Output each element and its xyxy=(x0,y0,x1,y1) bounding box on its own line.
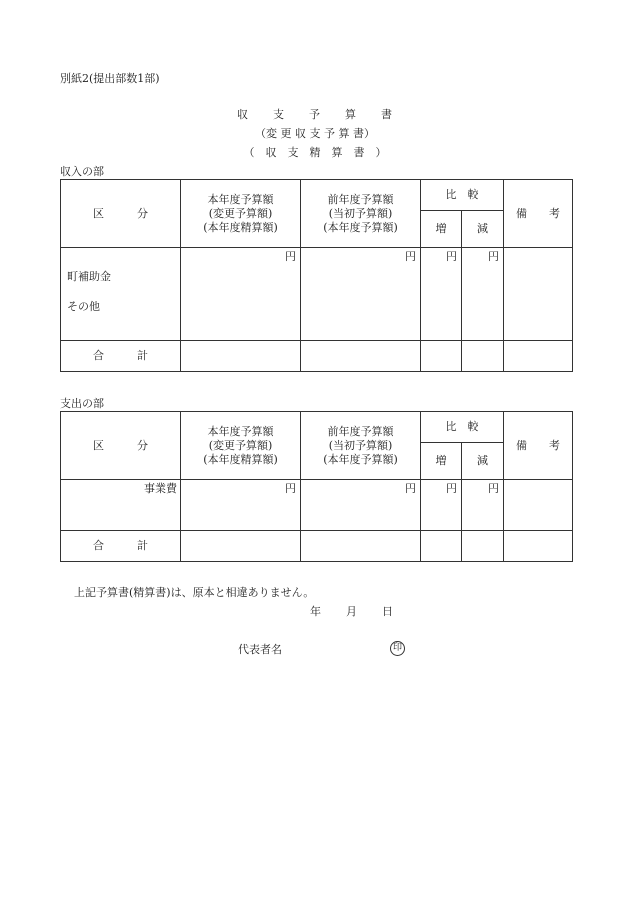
income-body-row xyxy=(61,248,573,341)
expense-previous-yen: 円 xyxy=(301,480,421,531)
income-previous-yen: 円 xyxy=(301,248,421,341)
income-total-row xyxy=(61,341,573,372)
income-header-current-year xyxy=(181,180,301,248)
expense-table xyxy=(60,411,573,562)
expense-current-yen: 円 xyxy=(181,480,301,531)
expense-header-category: 区 分 xyxy=(61,412,181,480)
expense-increase-yen: 円 xyxy=(421,480,462,531)
expense-header-comparison: 比 較 xyxy=(421,412,504,443)
expense-total-increase xyxy=(421,531,462,562)
income-total-increase xyxy=(421,341,462,372)
income-header-row xyxy=(61,180,573,211)
income-header-previous-line2: (当初予算額) xyxy=(328,206,393,220)
income-header-previous-line3: (本年度予算額) xyxy=(323,220,398,234)
expense-header-previous-line3: (本年度予算額) xyxy=(323,452,398,466)
date-day-label: 日 xyxy=(382,605,393,618)
date-year-label: 年 xyxy=(310,605,321,618)
income-section-label: 収入の部 xyxy=(60,165,104,178)
expense-total-current xyxy=(181,531,301,562)
income-total-label: 合 計 xyxy=(61,341,181,372)
expense-header-previous-line2: (当初予算額) xyxy=(328,438,393,452)
expense-total-label: 合 計 xyxy=(61,531,181,562)
income-current-yen: 円 xyxy=(181,248,301,341)
expense-header-current-line2: (変更予算額) xyxy=(208,438,273,452)
income-decrease-yen: 円 xyxy=(462,248,504,341)
income-total-current xyxy=(181,341,301,372)
certification-statement: 上記予算書(精算書)は、原本と相違ありません。 xyxy=(74,586,315,599)
income-header-category: 区 分 xyxy=(61,180,181,248)
income-header-current-line3: (本年度精算額) xyxy=(203,220,278,234)
income-total-previous xyxy=(301,341,421,372)
income-header-previous-year xyxy=(301,180,421,248)
expense-total-previous xyxy=(301,531,421,562)
expense-header-current-year xyxy=(181,412,301,480)
expense-header-decrease: 減 xyxy=(462,443,504,480)
income-header-increase: 増 xyxy=(421,211,462,248)
attachment-label: 別紙2(提出部数1部) xyxy=(60,72,160,85)
date-month-label: 月 xyxy=(346,605,357,618)
document-subtitle-changed: （変 更 収 支 予 算 書） xyxy=(255,127,375,140)
expense-header-increase: 増 xyxy=(421,443,462,480)
expense-item-project-cost: 事業費 xyxy=(61,480,181,531)
expense-header-previous-line1: 前年度予算額 xyxy=(327,424,394,438)
seal-icon xyxy=(390,640,405,656)
income-item-other: その他 xyxy=(67,300,100,313)
expense-total-remarks xyxy=(504,531,573,562)
income-total-decrease xyxy=(462,341,504,372)
income-item-town-subsidy: 町補助金 xyxy=(67,270,111,283)
income-table xyxy=(60,179,573,372)
expense-header-current-line3: (本年度精算額) xyxy=(203,452,278,466)
expense-section-label: 支出の部 xyxy=(60,397,104,410)
document-title: 収 支 予 算 書 xyxy=(237,108,393,121)
income-items-cell xyxy=(61,248,181,341)
expense-total-decrease xyxy=(462,531,504,562)
income-header-comparison: 比 較 xyxy=(421,180,504,211)
expense-remarks-cell xyxy=(504,480,573,531)
expense-decrease-yen: 円 xyxy=(462,480,504,531)
expense-header-current-line1: 本年度予算額 xyxy=(207,424,274,438)
income-header-remarks: 備 考 xyxy=(504,180,573,248)
income-increase-yen: 円 xyxy=(421,248,462,341)
document-subtitle-settlement: （ 収 支 精 算 書 ） xyxy=(243,146,387,159)
income-remarks-cell xyxy=(504,248,573,341)
income-total-remarks xyxy=(504,341,573,372)
expense-total-row xyxy=(61,531,573,562)
expense-body-row xyxy=(61,480,573,531)
expense-header-row xyxy=(61,412,573,443)
income-header-previous-line1: 前年度予算額 xyxy=(327,192,394,206)
representative-label: 代表者名 xyxy=(238,643,282,656)
income-header-decrease: 減 xyxy=(462,211,504,248)
income-header-current-line2: (変更予算額) xyxy=(208,206,273,220)
income-header-current-line1: 本年度予算額 xyxy=(207,192,274,206)
seal-mark: 印 xyxy=(390,641,405,656)
expense-header-previous-year xyxy=(301,412,421,480)
expense-header-remarks: 備 考 xyxy=(504,412,573,480)
